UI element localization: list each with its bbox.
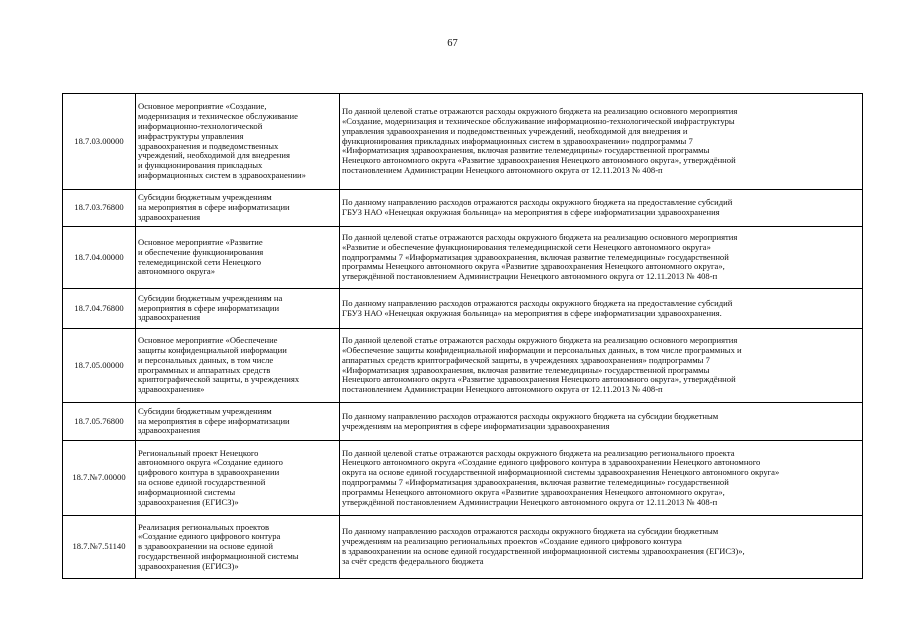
- target-article-name: Основное мероприятие «Развитие и обеспечение функционирования телемедицинской сети Ненецкого автономного округа»: [136, 227, 340, 289]
- target-article-description: По данной целевой статье отражаются расходы окружного бюджета на реализацию основного мероприятия «Создание, модернизация и техническое обслуживание информационно-технологической инфраструктуры управления здравоохранения и подведомственных учреждений, необходимой для внедрения и функционирования прикладных информационных систем в здравоохранении» подпрограммы 7 «Информатизация здравоохранения, включая развитие телемедицины» государственной программы Ненецкого автономного округа «Развитие здравоохранения Ненецкого автономного округа», утверждённой постановлением Администрации Ненецкого автономного округа от 12.11.2013 № 408-п: [340, 94, 863, 190]
- target-article-description: По данной целевой статье отражаются расходы окружного бюджета на реализацию основного мероприятия «Обеспечение защиты конфиденциальной информации и персональных данных, в том числе программных и аппаратных средств криптографической защиты, в учреждениях здравоохранения» подпрограммы 7 «Информатизация здравоохранения, включая развитие телемедицины» государственной программы Ненецкого автономного округа «Развитие здравоохранения Ненецкого автономного округа», утверждённой постановлением Администрации Ненецкого автономного округа от 12.11.2013 № 408-п: [340, 329, 863, 403]
- table-row: [63, 403, 863, 441]
- target-article-code: 18.7.05.00000: [63, 329, 136, 403]
- target-article-name: Реализация региональных проектов «Создание единого цифрового контура в здравоохранении на основе единой государственной информационной системы здравоохранения (ЕГИСЗ)»: [136, 516, 340, 579]
- budget-classification-table: [62, 93, 863, 579]
- target-article-code: 18.7.№7.00000: [63, 441, 136, 516]
- target-article-name: Субсидии бюджетным учреждениям на мероприятия в сфере информатизации здравоохранения: [136, 190, 340, 227]
- table-row: [63, 441, 863, 516]
- table-row: [63, 190, 863, 227]
- target-article-description: По данному направлению расходов отражаются расходы окружного бюджета на субсидии бюджетным учреждениям на реализацию региональных проектов «Создание единого цифрового контура в здравоохранении на основе единой государственной информационной системы здравоохранения (ЕГИСЗ)», за счёт средств федерального бюджета: [340, 516, 863, 579]
- target-article-name: Субсидии бюджетным учреждениям на мероприятия в сфере информатизации здравоохранения: [136, 289, 340, 329]
- target-article-name: Основное мероприятие «Обеспечение защиты конфиденциальной информации и персональных данных, в том числе программных и аппаратных средств криптографической защиты, в учреждениях здравоохранения»: [136, 329, 340, 403]
- table-row: [63, 329, 863, 403]
- target-article-description: По данному направлению расходов отражаются расходы окружного бюджета на предоставление субсидий ГБУЗ НАО «Ненецкая окружная больница» на мероприятия в сфере информатизации здравоохранения.: [340, 289, 863, 329]
- target-article-name: Основное мероприятие «Создание, модернизация и техническое обслуживание информационно-технологической инфраструктуры управления здравоохранения и подведомственных учреждений, необходимой для внедрения и функционирования прикладных информационных систем в здравоохранении»: [136, 94, 340, 190]
- table-row: [63, 94, 863, 190]
- target-article-description: По данной целевой статье отражаются расходы окружного бюджета на реализацию основного мероприятия «Развитие и обеспечение функционирования телемедицинской сети Ненецкого автономного округа» подпрограммы 7 «Информатизация здравоохранения, включая развитие телемедицины» государственной программы Ненецкого автономного округа «Развитие здравоохранения Ненецкого автономного округа», утверждённой постановлением Администрации Ненецкого автономного округа от 12.11.2013 № 408-п: [340, 227, 863, 289]
- table-row: [63, 516, 863, 579]
- table-row: [63, 227, 863, 289]
- target-article-code: 18.7.05.76800: [63, 403, 136, 441]
- target-article-name: Субсидии бюджетным учреждениям на мероприятия в сфере информатизации здравоохранения: [136, 403, 340, 441]
- table-row: [63, 289, 863, 329]
- target-article-code: 18.7.04.00000: [63, 227, 136, 289]
- target-article-code: 18.7.№7.51140: [63, 516, 136, 579]
- target-article-name: Региональный проект Ненецкого автономного округа «Создание единого цифрового контура в здравоохранении на основе единой государственной информационной системы здравоохранения (ЕГИСЗ)»: [136, 441, 340, 516]
- target-article-code: 18.7.03.00000: [63, 94, 136, 190]
- target-article-code: 18.7.04.76800: [63, 289, 136, 329]
- target-article-description: По данному направлению расходов отражаются расходы окружного бюджета на субсидии бюджетным учреждениям на мероприятия в сфере информатизации здравоохранения: [340, 403, 863, 441]
- target-article-description: По данному направлению расходов отражаются расходы окружного бюджета на предоставление субсидий ГБУЗ НАО «Ненецкая окружная больница» на мероприятия в сфере информатизации здравоохранения: [340, 190, 863, 227]
- target-article-code: 18.7.03.76800: [63, 190, 136, 227]
- page-number: 67: [447, 38, 458, 49]
- target-article-description: По данной целевой статье отражаются расходы окружного бюджета на реализацию регионального проекта Ненецкого автономного округа «Создание единого цифрового контура в здравоохранении Ненецкого автономного округа на основе единой государственной информационной системы здравоохранения Ненецкого автономного округа» подпрограммы 7 «Информатизация здравоохранения, включая развитие телемедицины» государственной программы Ненецкого автономного округа «Развитие здравоохранения Ненецкого автономного округа», утверждённой постановлением Администрации Ненецкого автономного округа от 12.11.2013 № 408-п: [340, 441, 863, 516]
